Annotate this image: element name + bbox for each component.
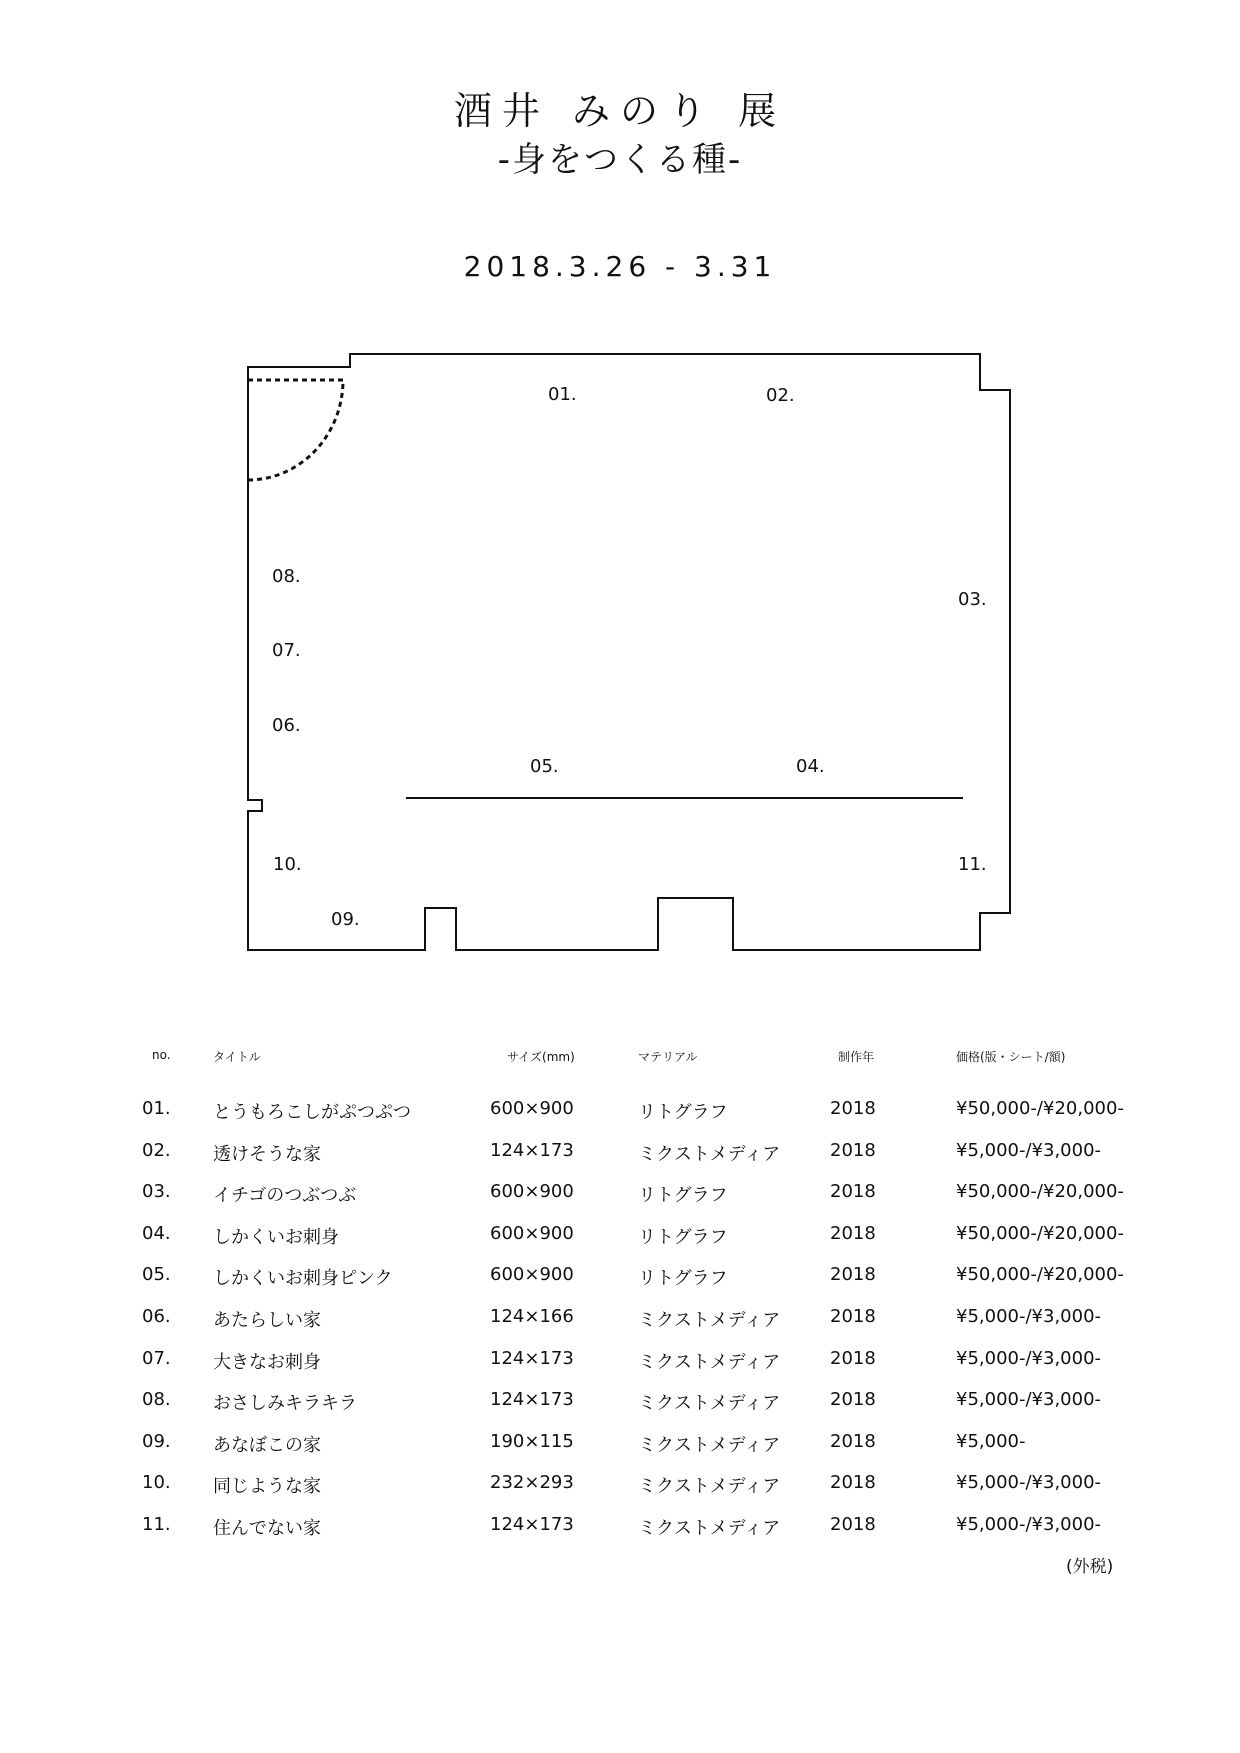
plan-label-08: 08. [272,566,301,587]
row-no: 07. [142,1347,171,1369]
row-material: ミクストメディア [638,1518,781,1539]
row-no: 04. [142,1222,171,1244]
row-material: リトグラフ [638,1102,728,1123]
plan-label-11: 11. [958,854,987,875]
row-price: ¥50,000-/¥20,000- [956,1181,1124,1203]
plan-label-01: 01. [548,384,577,405]
row-size: 124×173 [490,1347,574,1369]
plan-label-07: 07. [272,640,301,661]
row-material: リトグラフ [638,1268,728,1290]
row-material: ミクストメディア [638,1143,781,1165]
plan-label-04: 04. [796,756,825,777]
header-no: no. [152,1048,171,1062]
page-title: 酒井 みのり 展 [453,89,787,133]
row-title: 同じような家 [213,1476,321,1498]
row-year: 2018 [830,1264,876,1286]
header-size: サイズ(mm) [507,1050,575,1064]
row-size: 124×173 [490,1514,574,1535]
row-title: あたらしい家 [213,1310,321,1331]
door-swing [248,380,343,480]
row-year: 2018 [830,1347,876,1369]
row-year: 2018 [830,1098,876,1119]
row-title: イチゴのつぶつぶ [213,1185,357,1207]
header-price: 価格(版・シート/額) [956,1050,1066,1064]
row-size: 600×900 [490,1181,574,1203]
header-title: タイトル [213,1050,261,1064]
row-title: 大きなお刺身 [213,1351,321,1373]
row-year: 2018 [830,1430,876,1452]
floor-plan-wall [248,354,1010,950]
row-price: ¥50,000-/¥20,000- [956,1264,1124,1286]
row-year: 2018 [830,1306,876,1327]
row-size: 124×173 [490,1139,574,1161]
row-material: リトグラフ [638,1185,728,1207]
row-title: 透けそうな家 [213,1143,321,1165]
row-size: 124×166 [490,1306,574,1327]
plan-label-03: 03. [958,589,987,610]
exhibition-dates: 2018.3.26 - 3.31 [463,250,777,283]
row-size: 124×173 [490,1389,574,1411]
row-title: あなぼこの家 [213,1434,321,1456]
tax-note: (外税) [1066,1557,1114,1577]
row-no: 11. [142,1514,171,1535]
row-no: 09. [142,1430,171,1452]
row-no: 06. [142,1306,171,1327]
row-no: 02. [142,1139,171,1161]
row-year: 2018 [830,1181,876,1203]
row-year: 2018 [830,1139,876,1161]
row-no: 10. [142,1472,171,1494]
row-year: 2018 [830,1222,876,1244]
row-price: ¥5,000-/¥3,000- [956,1139,1102,1161]
row-size: 190×115 [490,1430,574,1452]
header-material: マテリアル [638,1050,698,1064]
row-price: ¥5,000-/¥3,000- [956,1514,1102,1535]
row-title: しかくいお刺身ピンク [213,1268,393,1290]
header-year: 制作年 [838,1050,875,1064]
row-year: 2018 [830,1472,876,1494]
row-title: とうもろこしがぷつぷつ [213,1102,411,1123]
plan-label-06: 06. [272,715,301,736]
row-size: 600×900 [490,1264,574,1286]
row-price: ¥50,000-/¥20,000- [956,1098,1124,1119]
row-material: ミクストメディア [638,1393,781,1415]
row-size: 600×900 [490,1098,574,1119]
plan-label-10: 10. [273,854,302,875]
row-price: ¥5,000-/¥3,000- [956,1347,1102,1369]
row-material: ミクストメディア [638,1434,781,1456]
page-subtitle: -身をつくる種- [497,140,743,180]
row-year: 2018 [830,1514,876,1535]
row-material: リトグラフ [638,1226,728,1248]
row-no: 01. [142,1098,171,1119]
plan-label-05: 05. [530,756,559,777]
row-material: ミクストメディア [638,1351,781,1373]
row-no: 05. [142,1264,171,1286]
row-title: しかくいお刺身 [213,1226,339,1248]
row-price: ¥50,000-/¥20,000- [956,1222,1124,1244]
row-price: ¥5,000-/¥3,000- [956,1472,1102,1494]
row-price: ¥5,000-/¥3,000- [956,1389,1102,1411]
plan-label-09: 09. [331,909,360,930]
row-size: 232×293 [490,1472,574,1494]
row-material: ミクストメディア [638,1310,781,1331]
row-title: おさしみキラキラ [213,1393,357,1415]
row-no: 03. [142,1181,171,1203]
row-price: ¥5,000- [956,1430,1026,1452]
row-material: ミクストメディア [638,1476,781,1498]
row-year: 2018 [830,1389,876,1411]
row-title: 住んでない家 [213,1518,321,1539]
plan-label-02: 02. [766,385,795,406]
row-no: 08. [142,1389,171,1411]
row-size: 600×900 [490,1222,574,1244]
row-price: ¥5,000-/¥3,000- [956,1306,1102,1327]
